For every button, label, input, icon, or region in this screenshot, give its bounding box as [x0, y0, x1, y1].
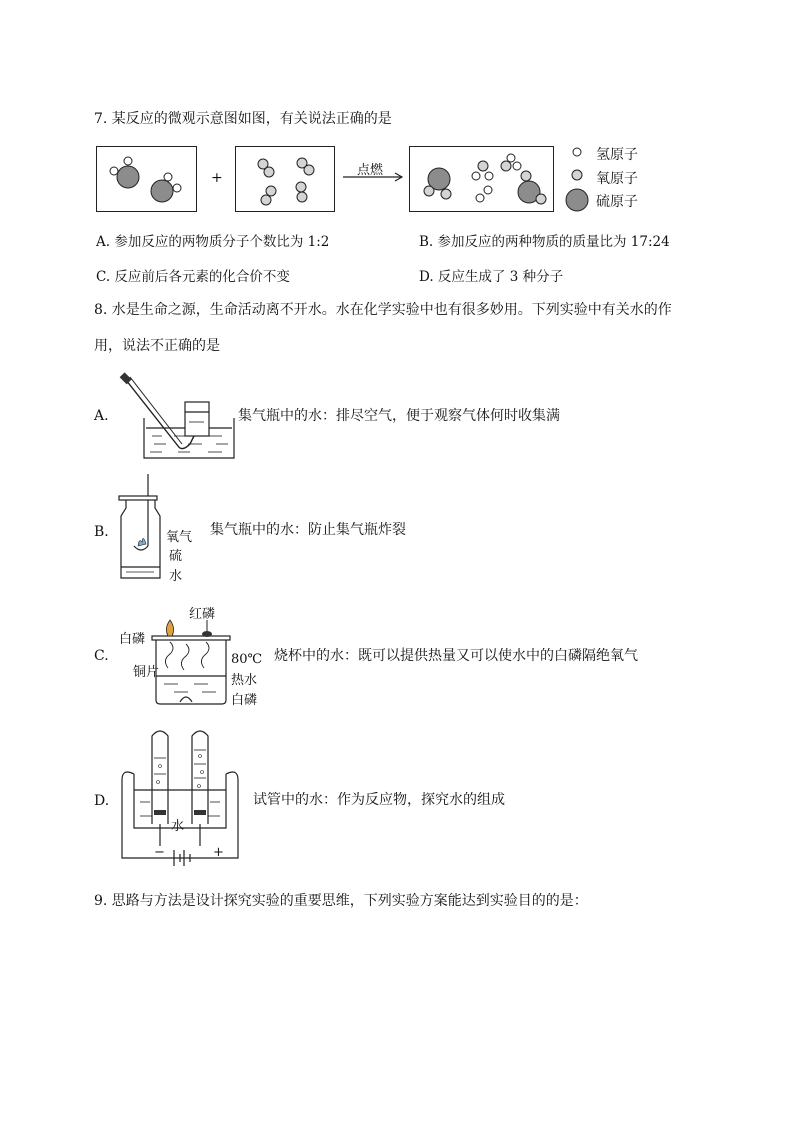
atom-legend [596, 144, 638, 215]
phosphorus-combustion-diagram [150, 618, 234, 708]
q7-option-b[interactable]: B. 参加反应的两种物质的质量比为 17:24 [419, 234, 670, 250]
product-molecules-diagram [410, 147, 555, 213]
battery-positive: + [213, 845, 224, 860]
reactant-box-1 [96, 146, 197, 212]
q8-option-a-letter[interactable]: A. [94, 408, 109, 424]
atom-legend-icons [567, 143, 593, 213]
sulfur-burning-in-oxygen-diagram [116, 474, 166, 584]
legend-hydrogen: 氢原子 [596, 147, 638, 163]
q8-option-d-text[interactable]: 试管中的水：作为反应物，探究水的组成 [253, 792, 505, 808]
q8-option-b-letter[interactable]: B. [94, 524, 109, 540]
q7-option-d[interactable]: D. 反应生成了 3 种分子 [419, 269, 564, 285]
gas-collection-over-water-diagram [118, 372, 238, 464]
label-water-d: 水 [171, 819, 185, 834]
q9-stem: 9. 思路与方法是设计探究实验的重要思维，下列实验方案能达到实验目的的是： [94, 893, 588, 909]
label-hot-water: 热水 [231, 673, 258, 688]
label-sulfur: 硫 [169, 549, 183, 564]
o2-molecules-diagram [236, 147, 336, 213]
q8-option-a-text[interactable]: 集气瓶中的水：排尽空气，便于观察气体何时收集满 [238, 408, 560, 424]
q8-stem-line1: 8. 水是生命之源，生命活动离不开水。水在化学实验中也有很多妙用。下列实验中有关水的作 [94, 302, 672, 318]
battery-negative: − [154, 845, 165, 860]
product-box [409, 146, 554, 212]
q8-stem-line2: 用，说法不正确的是 [94, 338, 220, 354]
legend-oxygen: 氧原子 [596, 170, 638, 187]
label-white-phosphorus-top: 白磷 [119, 632, 146, 647]
water-electrolysis-diagram [120, 728, 242, 864]
arrow-condition-label: 点燃 [357, 163, 384, 178]
q7-option-a[interactable]: A. 参加反应的两物质分子个数比为 1:2 [96, 234, 330, 250]
q7-stem: 7. 某反应的微观示意图如图，有关说法正确的是 [94, 111, 392, 127]
q8-option-d-letter[interactable]: D. [94, 793, 110, 809]
label-water: 水 [169, 569, 183, 584]
q8-option-b-text[interactable]: 集气瓶中的水：防止集气瓶炸裂 [210, 522, 406, 538]
label-temperature: 80℃ [231, 652, 263, 667]
label-oxygen: 氧气 [166, 530, 193, 545]
q8-option-c-letter[interactable]: C. [94, 648, 109, 664]
reaction-arrow-icon [343, 172, 405, 182]
reactant-box-2 [235, 146, 335, 212]
h2s-molecules-diagram [97, 147, 198, 213]
label-copper-sheet: 铜片 [133, 665, 160, 680]
q8-option-c-text[interactable]: 烧杯中的水：既可以提供热量又可以使水中的白磷隔绝氧气 [274, 648, 638, 664]
plus-sign: + [211, 170, 223, 186]
q7-option-c[interactable]: C. 反应前后各元素的化合价不变 [96, 269, 290, 285]
label-white-phosphorus-bottom: 白磷 [231, 693, 258, 708]
legend-sulfur: 硫原子 [596, 194, 638, 210]
label-red-phosphorus: 红磷 [189, 607, 216, 622]
